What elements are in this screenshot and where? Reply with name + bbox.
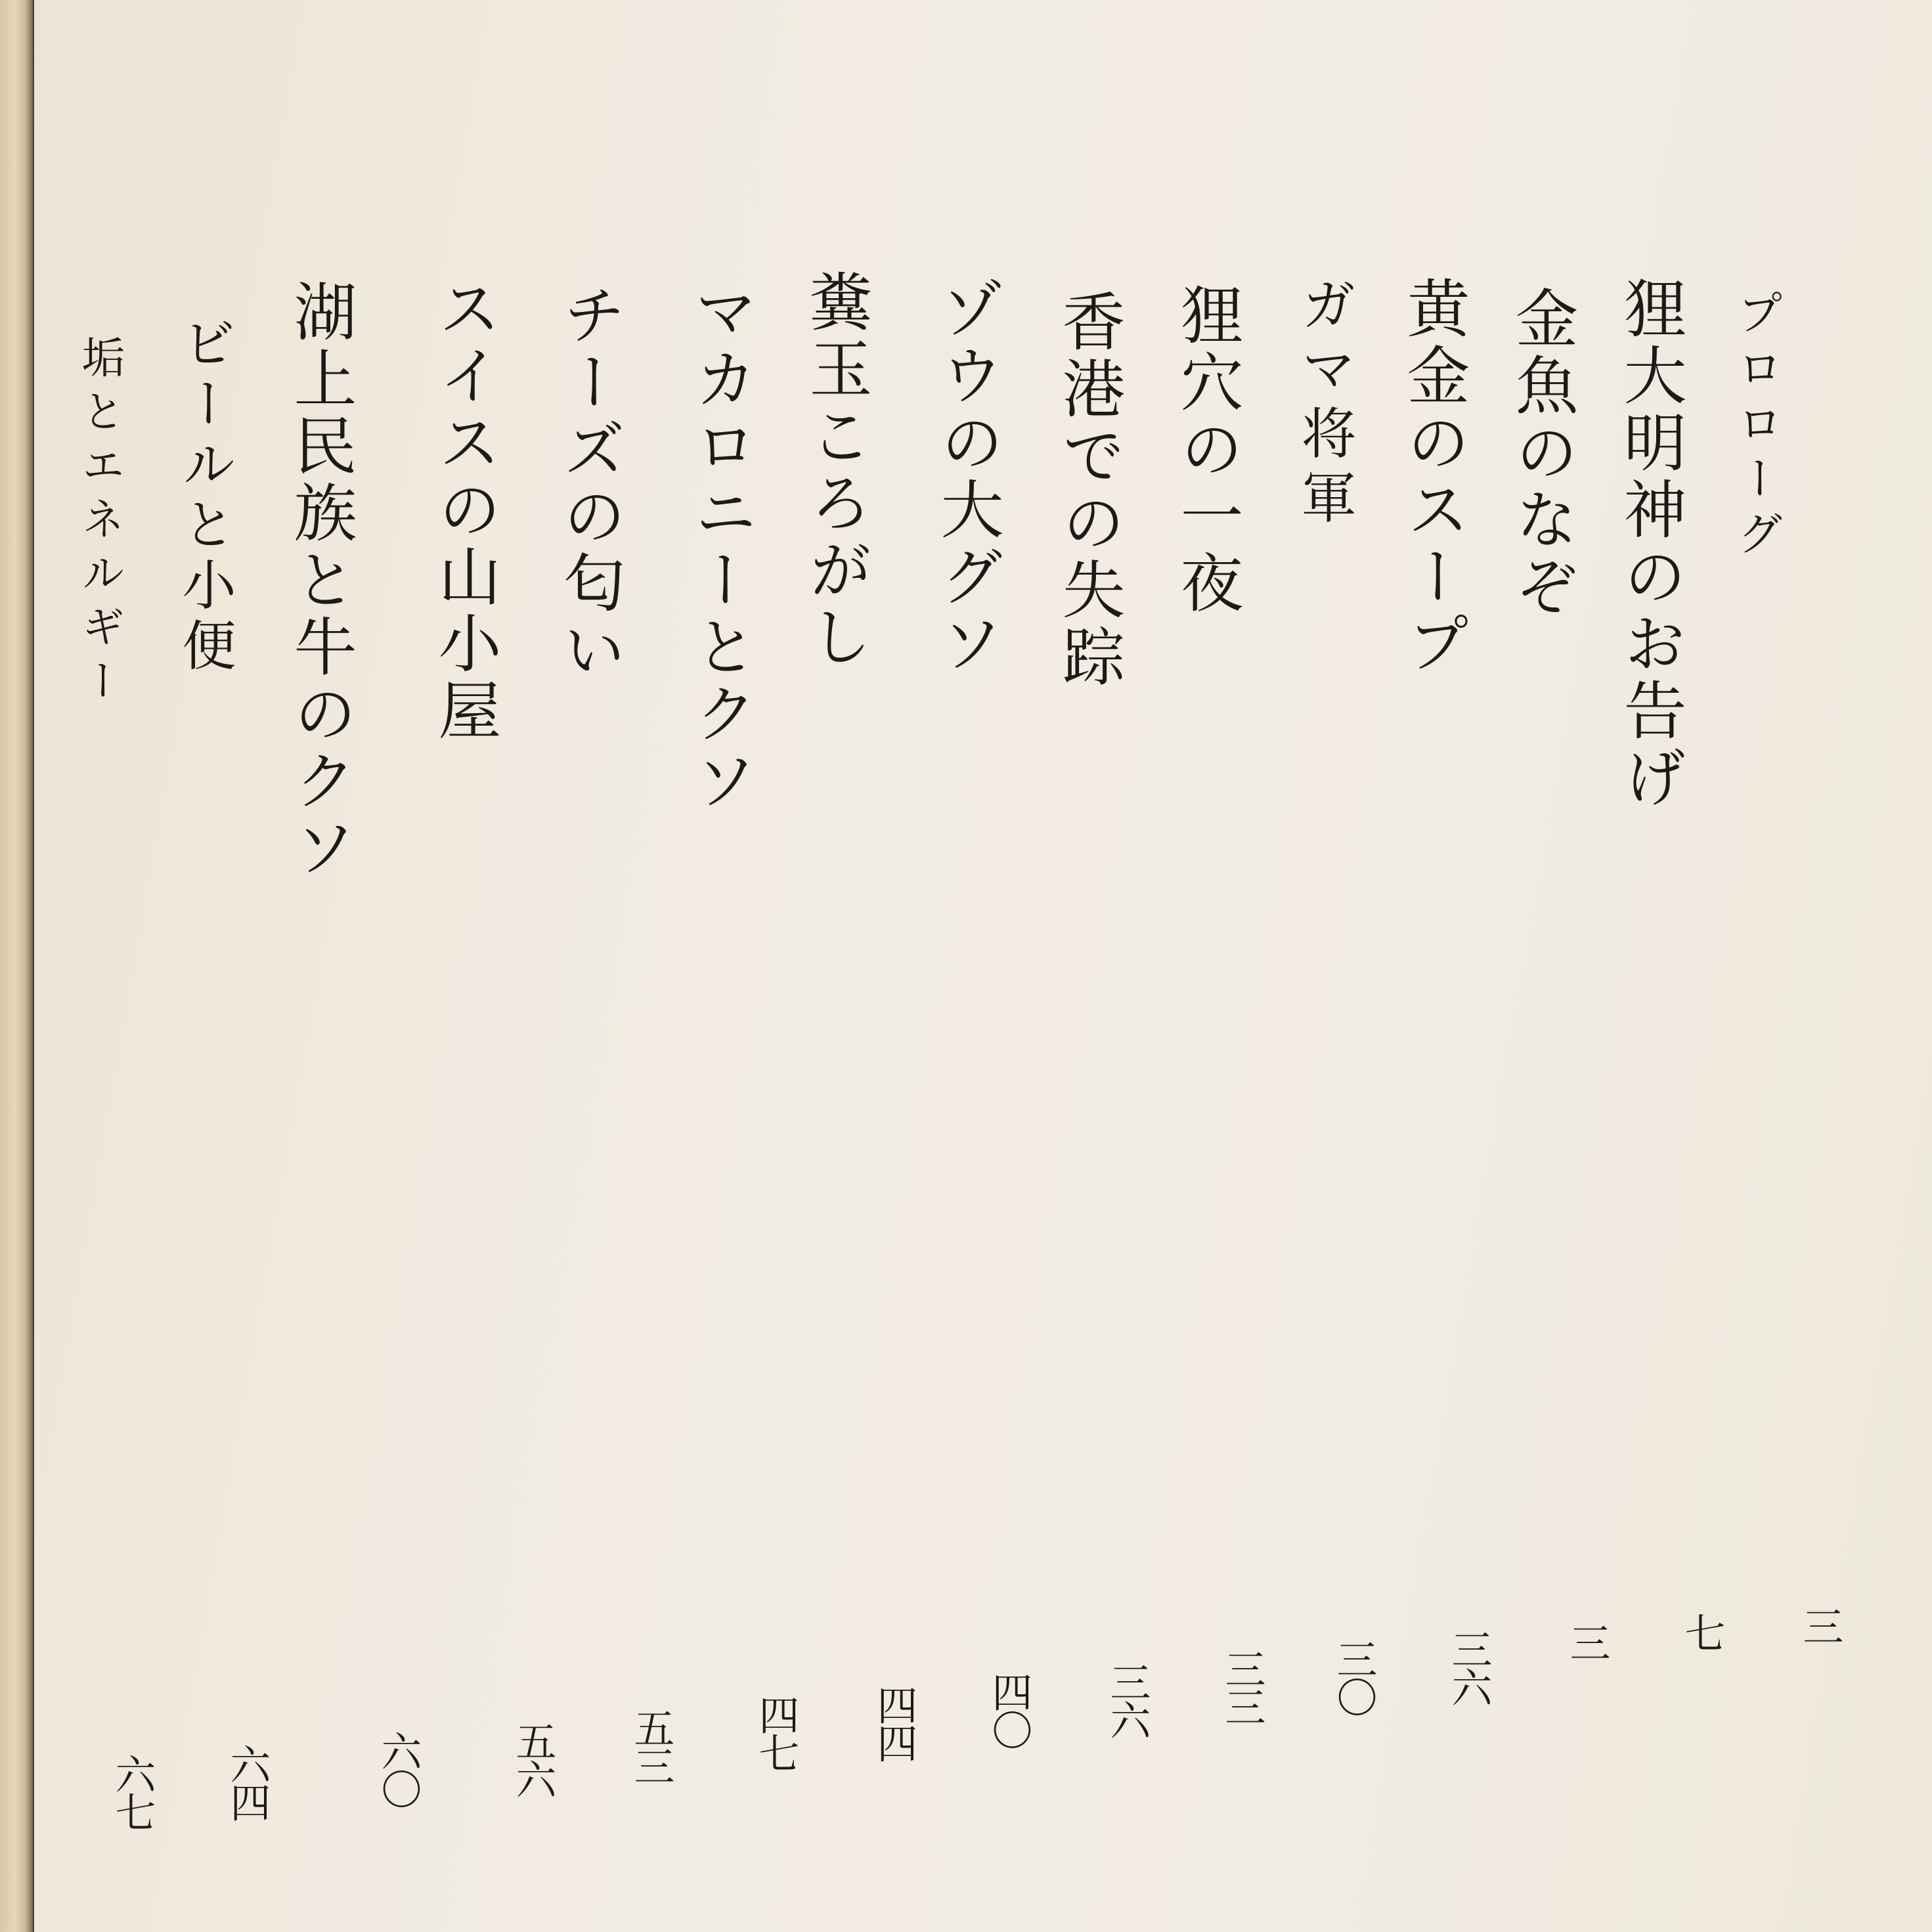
- toc-entry-page: 三三: [1218, 1648, 1266, 1724]
- toc-entry-page: 四七: [752, 1694, 800, 1770]
- toc-entry-page: 六七: [108, 1753, 156, 1830]
- toc-entry-title: チーズの匂い: [553, 282, 626, 684]
- toc-entry-page: 三: [1563, 1622, 1611, 1660]
- toc-entry-title: 狸穴の一夜: [1170, 282, 1244, 617]
- toc-entry-page: 六〇: [374, 1730, 422, 1807]
- toc-entry-title: ガマ将軍: [1292, 276, 1357, 533]
- toc-entry-page: 三〇: [1330, 1638, 1378, 1715]
- toc-entry-title: スイスの山小屋: [428, 276, 502, 745]
- toc-entry-page: 四四: [870, 1684, 918, 1761]
- toc-entry-title: 金魚のなぞ: [1505, 286, 1579, 621]
- book-binding: [0, 0, 34, 1932]
- toc-entry-title: マカロニーとクソ: [684, 279, 758, 815]
- toc-entry-page: 五六: [509, 1721, 557, 1797]
- toc-entry-title: プロローグ: [1730, 289, 1784, 565]
- toc-entry-title: ビールと小便: [173, 315, 236, 678]
- toc-entry-page: 四〇: [985, 1671, 1033, 1747]
- toc-entry-page: 六四: [223, 1744, 271, 1820]
- toc-entry-title: 狸大明神のお告げ: [1614, 276, 1687, 812]
- toc-entry-page: 三: [1796, 1606, 1844, 1644]
- toc-entry-title: 糞玉ころがし: [799, 269, 873, 671]
- toc-entry-title: 垢とエネルギー: [74, 335, 125, 712]
- toc-entry-title: ゾウの大グソ: [931, 276, 1004, 678]
- toc-entry-page: 七: [1678, 1612, 1726, 1650]
- toc-entry-title: 香港での失踪: [1052, 289, 1126, 691]
- toc-entry-title: 黄金のスープ: [1397, 276, 1470, 678]
- toc-entry-title: 湖上民族と牛のクソ: [284, 279, 357, 882]
- toc-entry-page: 三六: [1445, 1629, 1493, 1705]
- toc-entry-page: 五三: [627, 1707, 675, 1784]
- toc-entry-page: 三六: [1103, 1661, 1151, 1738]
